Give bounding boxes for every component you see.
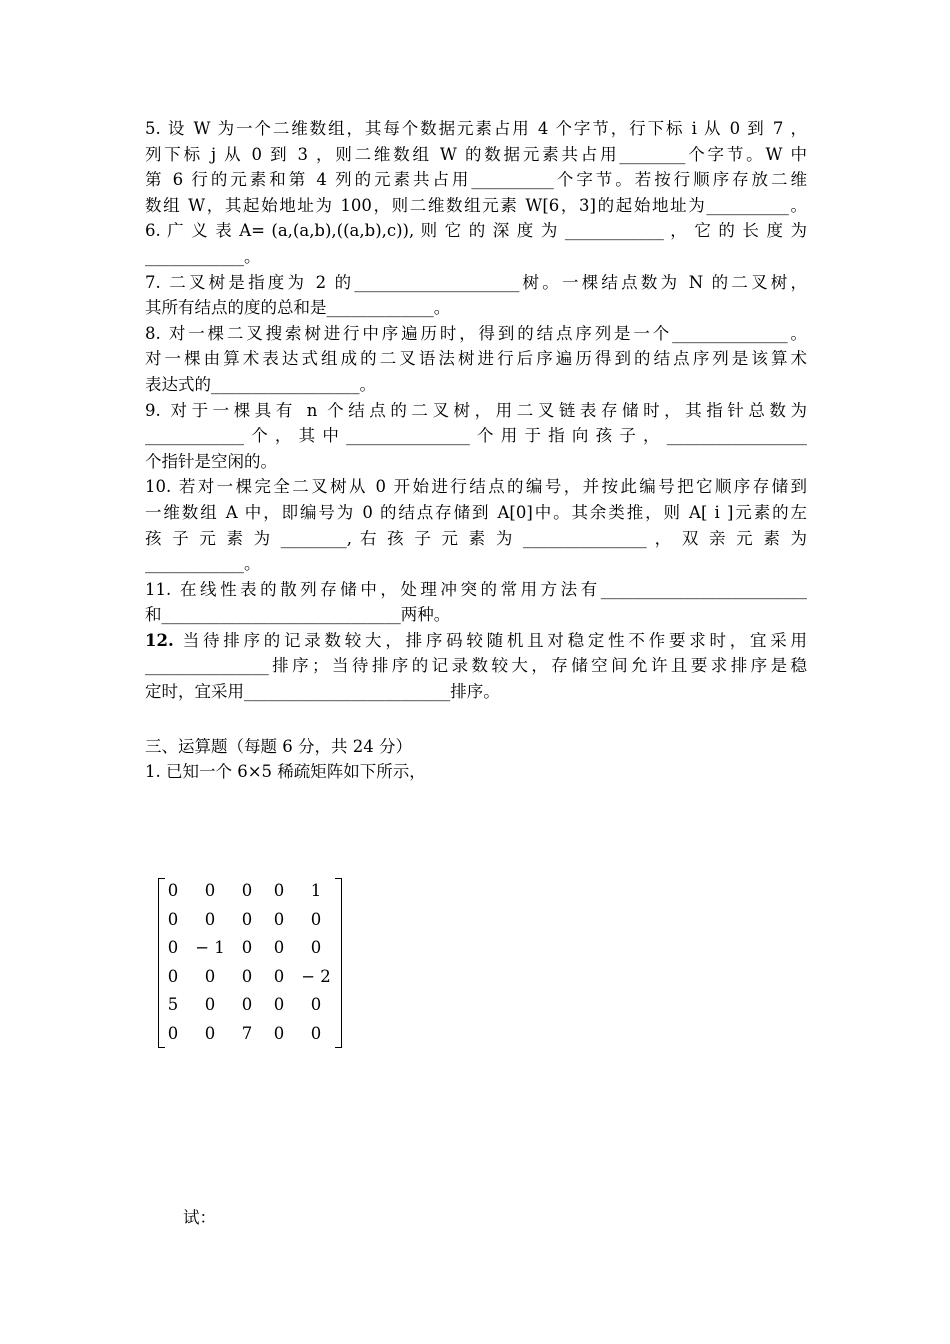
question-1-text: 1. 已知一个 6×5 稀疏矩阵如下所示，: [145, 762, 426, 782]
matrix-row: [158, 910, 342, 938]
text-line: 其所有结点的度的总和是_____________。: [145, 298, 451, 318]
text-line: 9. 对于一棵具有 n 个结点的二叉树，用二叉链表存储时，其指针总数为: [145, 400, 807, 420]
matrix-cell: 0: [204, 881, 216, 900]
text-line: 7. 二叉树是指度为 2 的____________________树。一棵结点数为 N 的二叉树，: [145, 272, 807, 292]
text-line: 10. 若对一棵完全二叉树从 0 开始进行结点的编号，并按此编号把它顺序存储到: [145, 477, 807, 497]
matrix-cell: 0: [273, 938, 285, 957]
question-text-block: [145, 116, 807, 785]
text-line: _______________排序；当待排序的记录数较大，存储空间允许且要求排序是稳: [145, 656, 807, 676]
text-line: 表达式的__________________。: [145, 374, 376, 394]
matrix-cell: 0: [310, 909, 322, 929]
text-line: 6. 广 义 表 A= (a,(a,b),((a,b),c)), 则 它 的 深 度 为 ____________ ， 它 的 长 度 为: [145, 221, 807, 241]
text-line: 数组 W，其起始地址为 100，则二维数组元素 W[6，3]的起始地址为__________。: [145, 195, 807, 215]
matrix-cell: 0: [204, 966, 216, 986]
text-line: 8. 对一棵二叉搜索树进行中序遍历时，得到的结点序列是一个______________。: [145, 323, 807, 343]
section-heading: 三、运算题（每题 6 分，共 24 分）: [145, 736, 412, 756]
matrix-cell: 0: [273, 995, 285, 1014]
matrix-cell: 0: [241, 909, 253, 929]
matrix-cell: 0: [310, 1023, 322, 1043]
text-line: 和_____________________________两种。: [145, 605, 451, 625]
matrix-cell: 0: [241, 938, 253, 957]
trial-label: 试：: [183, 1208, 216, 1227]
text-line: 列下标 j 从 0 到 3 ，则二维数组 W 的数据元素共占用________个字节。W 中: [145, 144, 807, 164]
matrix-cell: − 2: [301, 966, 331, 986]
matrix-cell: 0: [310, 995, 322, 1014]
sparse-matrix: [158, 878, 342, 1048]
matrix-cell: 0: [273, 1023, 285, 1043]
text-line: 个指针是空闲的。: [145, 451, 277, 471]
text-line: 12. 当待排序的记录数较大，排序码较随机且对稳定性不作要求时，宜采用: [145, 630, 807, 650]
text-line: 11. 在线性表的散列存储中，处理冲突的常用方法有_________________________: [145, 579, 807, 599]
matrix-cell: 0: [204, 909, 216, 929]
matrix-cell: 1: [310, 881, 322, 900]
matrix-cell: 7: [241, 1023, 253, 1043]
matrix-row: [158, 938, 342, 966]
text-line: 对一棵由算术表达式组成的二叉语法树进行后序遍历得到的结点序列是该算术: [145, 349, 807, 369]
matrix-cell: 0: [241, 995, 253, 1014]
matrix-cell: 0: [167, 938, 179, 957]
matrix-cell: 5: [167, 995, 179, 1014]
matrix-row: [158, 995, 342, 1023]
text-line: 5. 设 W 为一个二维数组，其每个数据元素占用 4 个字节，行下标 i 从 0 到 7 ，: [145, 119, 807, 138]
text-line: 孩 子 元 素 为 ________, 右 孩 子 元 素 为 _______________ ， 双 亲 元 素 为: [145, 528, 807, 548]
matrix-cell: 0: [167, 881, 179, 900]
matrix-cell: 0: [273, 881, 285, 900]
matrix-cell: 0: [167, 909, 179, 929]
matrix-cell: 0: [204, 995, 216, 1014]
matrix-cell: 0: [167, 1023, 179, 1043]
matrix-row: [158, 967, 342, 995]
text-line: 第 6 行的元素和第 4 列的元素共占用__________个字节。若按行顺序存放二维: [145, 170, 807, 190]
matrix-cell: 0: [310, 938, 322, 957]
matrix-cell: 0: [241, 966, 253, 986]
matrix-cell: 0: [204, 1023, 216, 1043]
text-line: ____________。: [145, 554, 261, 574]
matrix-row: [158, 1024, 342, 1052]
text-line: ____________。: [145, 246, 261, 266]
text-line: 一维数组 A 中，即编号为 0 的结点存储到 A[0]中。其余类推，则 A[ i ]元素的左: [145, 502, 807, 522]
text-line: ____________个，其中_______________个用于指向孩子，_________________: [145, 426, 807, 446]
matrix-cell: 0: [241, 881, 253, 900]
matrix-cell: − 1: [195, 938, 225, 957]
matrix-cell: 0: [167, 966, 179, 986]
matrix-row: [158, 881, 342, 909]
matrix-cell: 0: [273, 966, 285, 986]
text-line: 定时，宜采用_________________________排序。: [145, 682, 500, 702]
matrix-cell: 0: [273, 909, 285, 929]
